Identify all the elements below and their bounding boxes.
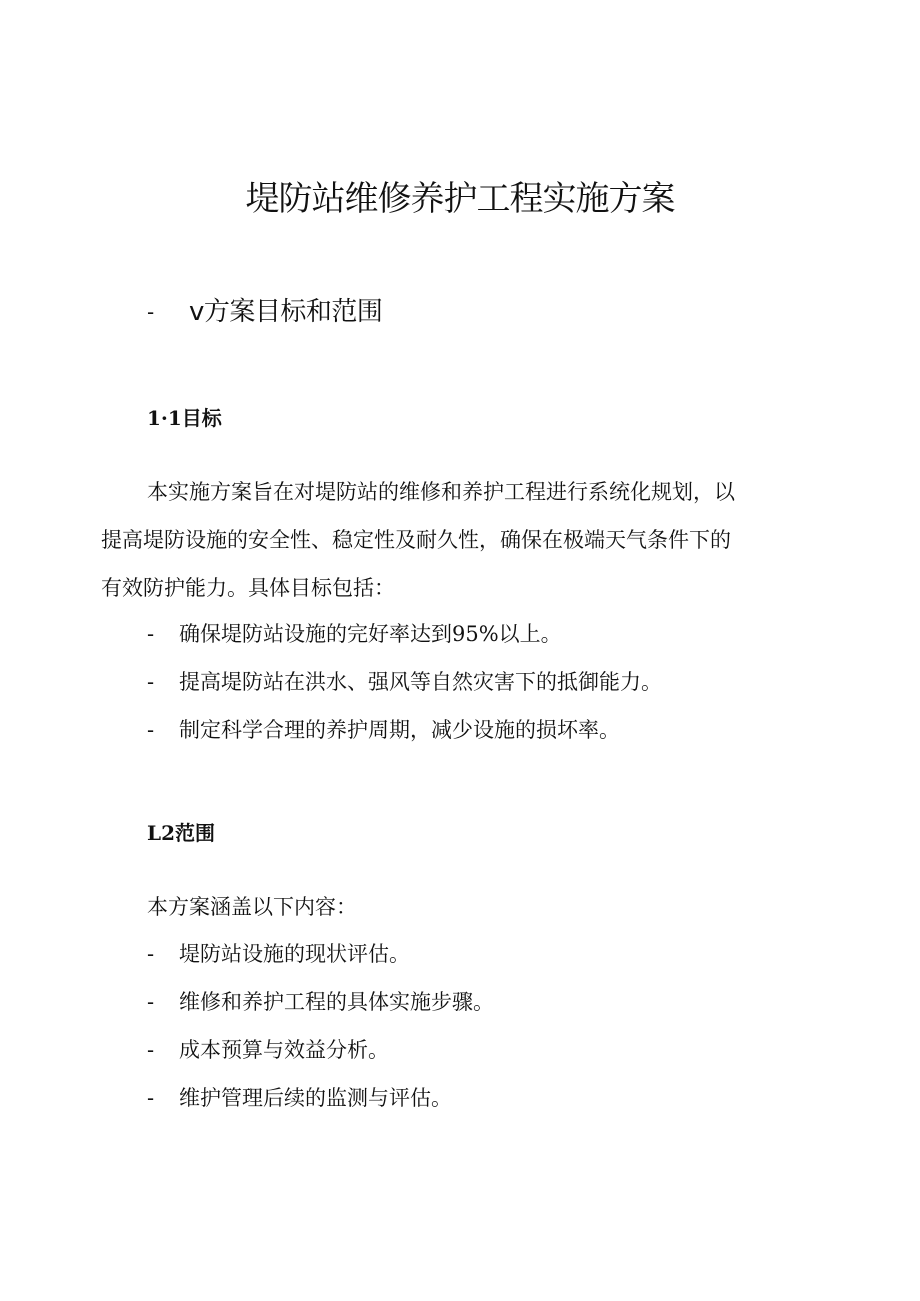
list-item-text: 制定科学合理的养护周期，减少设施的损坏率。 [179,718,620,742]
list-item-text: 堤防站设施的现状评估。 [179,942,410,966]
list-marker: - [147,990,155,1014]
list-marker: - [147,942,155,966]
list-item-text: 维护管理后续的监测与评估。 [179,1086,452,1110]
paragraph-line: 提高堤防设施的安全性、稳定性及耐久性，确保在极端天气条件下的 [101,528,731,552]
list-item-text: 确保堤防站设施的完好率达到95%以上。 [179,622,562,646]
list-item-text: 提高堤防站在洪水、强风等自然灾害下的抵御能力。 [179,670,662,694]
subheading-goal: 1·1目标 [147,406,222,430]
section-heading-text: v方案目标和范围 [189,297,383,327]
section-marker: - [147,300,155,324]
list-marker: - [147,718,155,742]
list-item-text: 成本预算与效益分析。 [179,1038,389,1062]
subheading-scope: L2范围 [147,821,215,845]
list-item-text: 维修和养护工程的具体实施步骤。 [179,990,494,1014]
list-marker: - [147,1038,155,1062]
list-marker: - [147,1086,155,1110]
list-marker: - [147,622,155,646]
scope-intro: 本方案涵盖以下内容： [147,895,357,919]
document-title: 堤防站维修养护工程实施方案 [245,179,675,219]
goal-paragraph [101,468,801,612]
paragraph-line: 有效防护能力。具体目标包括： [101,576,395,600]
list-marker: - [147,670,155,694]
paragraph-line: 本实施方案旨在对堤防站的维修和养护工程进行系统化规划，以 [147,480,735,504]
